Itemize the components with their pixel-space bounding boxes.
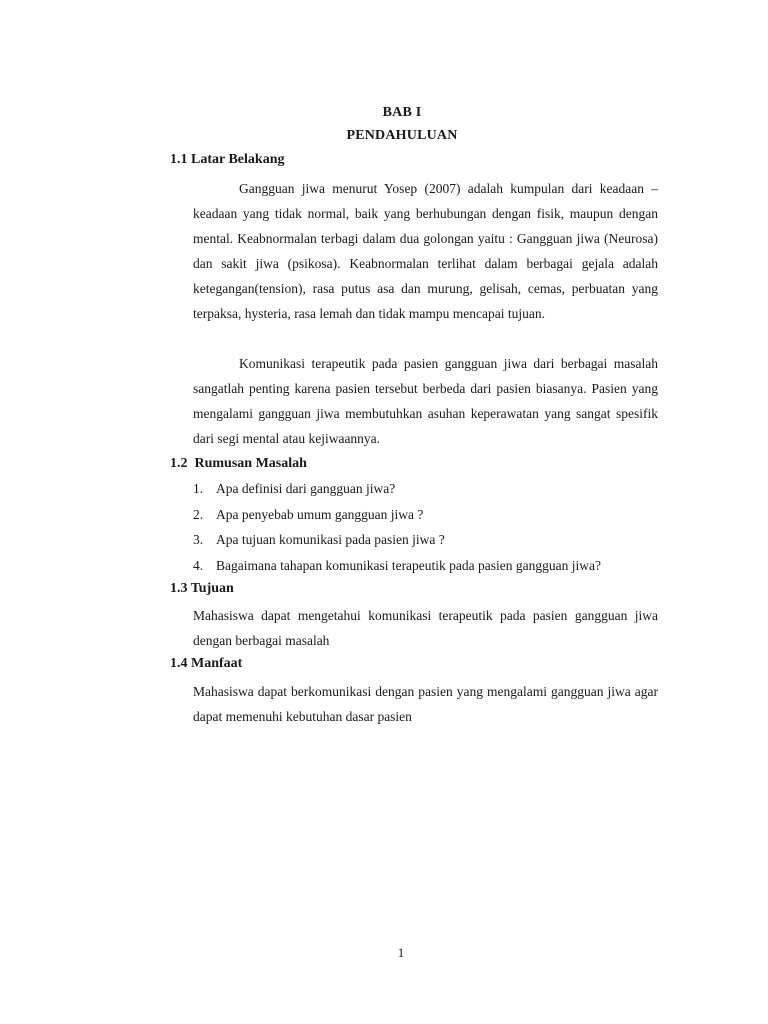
- list-item-text: Apa penyebab umum gangguan jiwa ?: [216, 506, 424, 522]
- paragraph-tujuan: Mahasiswa dapat mengetahui komunikasi terapeutik pada pasien gangguan jiwa dengan berbagai masalah: [193, 608, 658, 648]
- list-item: [193, 502, 673, 528]
- list-item-number: 3.: [193, 532, 204, 547]
- problem-list: [193, 476, 673, 578]
- page-number: 1: [397, 945, 405, 960]
- chapter-number: BAB I: [382, 105, 422, 120]
- list-item-text: Apa tujuan komunikasi pada pasien jiwa ?: [216, 532, 445, 547]
- section-heading-rumusan-masalah: 1.2 Rumusan Masalah: [170, 456, 307, 471]
- list-item-text: Bagaimana tahapan komunikasi terapeutik pada pasien gangguan jiwa?: [216, 557, 601, 573]
- list-item: [193, 527, 673, 553]
- list-item-number: 4.: [193, 557, 204, 573]
- list-item-text: Apa definisi dari gangguan jiwa?: [216, 481, 396, 496]
- list-item: [193, 476, 673, 502]
- section-heading-manfaat: 1.4 Manfaat: [170, 656, 243, 671]
- list-item-number: 1.: [193, 481, 204, 496]
- section-heading-latar-belakang: 1.1 Latar Belakang: [170, 152, 285, 167]
- list-item: [193, 553, 673, 579]
- chapter-title: PENDAHULUAN: [346, 128, 458, 143]
- section-heading-tujuan: 1.3 Tujuan: [170, 581, 234, 596]
- paragraph-latar-belakang-2: Komunikasi terapeutik pada pasien gangguan jiwa dari berbagai masalah sangatlah penting karena pasien tersebut berbeda dari pasien biasanya. Pasien yang mengalami gangguan jiwa membutuhkan asuhan keperawatan yang sangat spesifik dari segi mental atau kejiwaannya.: [193, 356, 658, 446]
- paragraph-latar-belakang-1: Gangguan jiwa menurut Yosep (2007) adalah kumpulan dari keadaan – keadaan yang tidak normal, baik yang berhubungan dengan fisik, maupun dengan mental. Keabnormalan terbagi dalam dua golongan yaitu : Gangguan jiwa (Neurosa) dan sakit jiwa (psikosa). Keabnormalan terlihat dalam berbagai gejala adalah ketegangan(tension), rasa putus asa dan murung, gelisah, cemas, perbuatan yang terpaksa, hysteria, rasa lemah dan tidak mampu mencapai tujuan.: [193, 181, 658, 321]
- list-item-number: 2.: [193, 506, 204, 522]
- paragraph-manfaat: Mahasiswa dapat berkomunikasi dengan pasien yang mengalami gangguan jiwa agar dapat memenuhi kebutuhan dasar pasien: [193, 684, 658, 724]
